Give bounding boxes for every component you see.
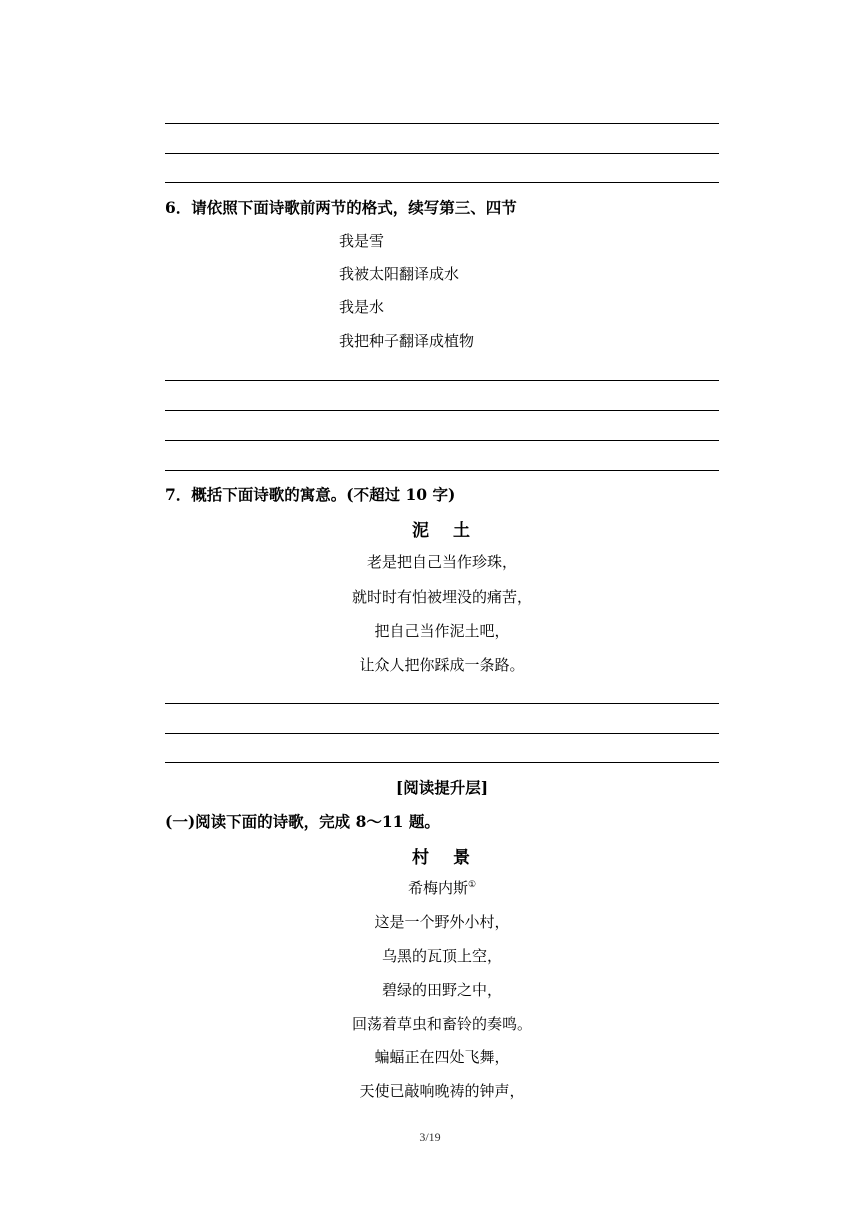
section-header: [阅读提升层] — [395, 778, 489, 797]
answer-line — [165, 410, 719, 411]
answer-line — [165, 153, 719, 154]
answer-line — [165, 182, 719, 183]
poem-line: 让众人把你踩成一条路。 — [359, 656, 525, 674]
reading-intro: (一)阅读下面的诗歌，完成 8～11 题。 — [165, 812, 440, 831]
poem-title — [165, 843, 719, 868]
answer-line — [165, 380, 719, 381]
poem-line: 天使已敲响晚祷的钟声， — [359, 1082, 525, 1100]
poem-line: 碧绿的田野之中， — [381, 981, 502, 999]
poem-line: 就时时有怕被埋没的痛苦， — [351, 588, 532, 606]
page-number: 3/19 — [419, 1130, 441, 1144]
poem-title — [165, 516, 719, 541]
poem-title-char: 景 — [453, 848, 472, 868]
poem-line: 这是一个野外小村， — [374, 913, 510, 931]
poem-line: 老是把自己当作珍珠， — [366, 553, 517, 571]
answer-line — [165, 440, 719, 441]
poem-title-char: 土 — [453, 521, 472, 541]
poem-line: 我是水 — [339, 298, 385, 316]
poem-line: 回荡着草虫和畜铃的奏鸣。 — [351, 1015, 532, 1033]
poem-line: 把自己当作泥土吧， — [374, 622, 510, 640]
question-7-prompt: 7．概括下面诗歌的寓意。(不超过 10 字) — [165, 485, 456, 504]
poem-line: 我被太阳翻译成水 — [339, 265, 460, 283]
answer-line — [165, 703, 719, 704]
poem-title-char: 泥 — [412, 521, 431, 541]
poem-author — [165, 877, 719, 898]
author-name: 希梅内斯 — [407, 879, 468, 897]
poem-line: 我把种子翻译成植物 — [339, 332, 475, 350]
answer-line — [165, 470, 719, 471]
poem-line: 蝙蝠正在四处飞舞， — [374, 1048, 510, 1066]
footnote-marker: ① — [467, 880, 477, 890]
poem-title-char: 村 — [412, 848, 431, 868]
answer-line — [165, 733, 719, 734]
answer-line — [165, 762, 719, 763]
answer-line — [165, 123, 719, 124]
poem-line: 我是雪 — [339, 232, 385, 250]
question-6-prompt: 6．请依照下面诗歌前两节的格式，续写第三、四节 — [165, 198, 517, 217]
poem-line: 乌黑的瓦顶上空， — [381, 947, 502, 965]
